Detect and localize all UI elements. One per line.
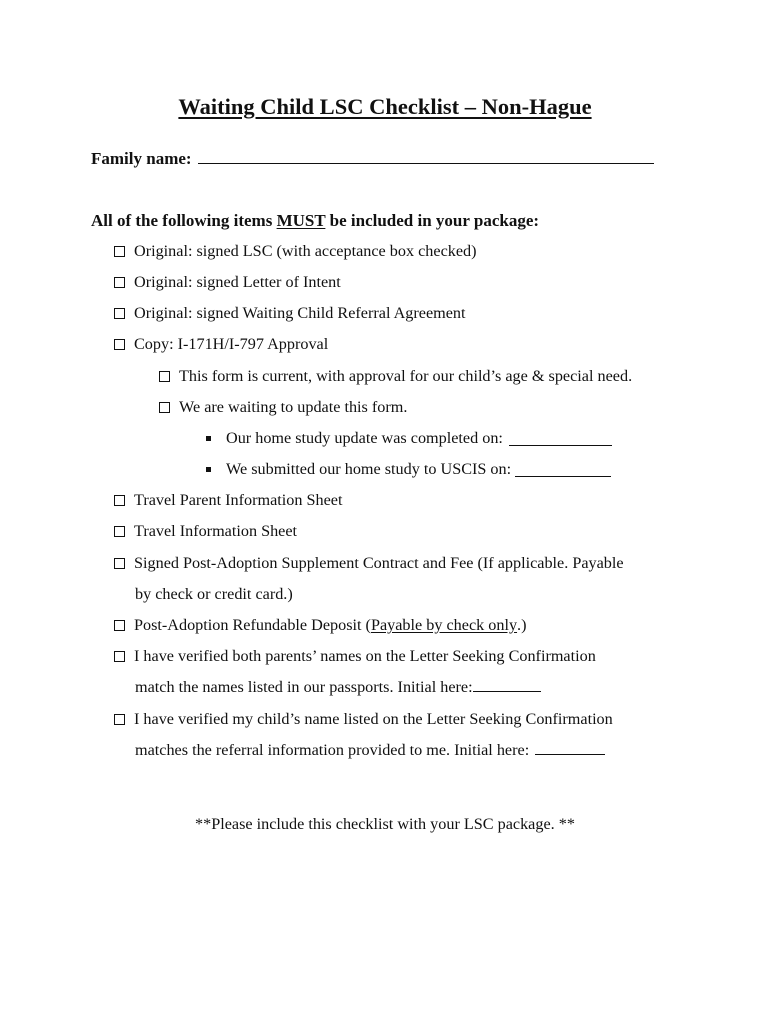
child-initial-blank[interactable] bbox=[535, 740, 605, 755]
bullet-home-study-completed bbox=[206, 428, 612, 448]
item-label: match the names listed in our passports. Initial here: bbox=[135, 678, 473, 696]
parents-initial-blank[interactable] bbox=[473, 677, 541, 692]
checkbox-copy-approval[interactable] bbox=[114, 339, 125, 350]
bullet-icon bbox=[206, 467, 211, 472]
intro-emphasis: MUST bbox=[276, 211, 326, 230]
deposit-label-after: .) bbox=[517, 616, 527, 634]
checkbox-travel-parent-sheet[interactable] bbox=[114, 495, 125, 506]
footer-note: **Please include this checklist with your LSC package. ** bbox=[195, 815, 575, 833]
intro-after: be included in your package: bbox=[325, 211, 540, 230]
item-label: We are waiting to update this form. bbox=[179, 398, 408, 416]
checklist-item-original-lsc bbox=[114, 241, 477, 261]
checkbox-verify-child[interactable] bbox=[114, 714, 125, 725]
deposit-label-underlined: Payable by check only bbox=[370, 616, 518, 634]
family-name-field bbox=[91, 148, 654, 169]
checkbox-original-lsc[interactable] bbox=[114, 246, 125, 257]
verify-parents-continued bbox=[135, 677, 541, 697]
item-label: Travel Parent Information Sheet bbox=[134, 491, 343, 509]
item-label: Original: signed LSC (with acceptance box checked) bbox=[134, 242, 477, 260]
item-label: Original: signed Letter of Intent bbox=[134, 273, 341, 291]
item-label: I have verified my child’s name listed on the Letter Seeking Confirmation bbox=[134, 710, 613, 728]
checklist-item-copy-approval bbox=[114, 334, 328, 354]
post-adoption-contract-continued: by check or credit card.) bbox=[135, 585, 293, 603]
checklist-item-travel-info-sheet bbox=[114, 521, 297, 541]
bullet-home-study-submitted bbox=[206, 459, 611, 479]
checklist-item-referral-agreement bbox=[114, 303, 466, 323]
checklist-item-travel-parent-sheet bbox=[114, 490, 342, 510]
item-label: We submitted our home study to USCIS on: bbox=[226, 460, 512, 478]
checkbox-form-current[interactable] bbox=[159, 371, 170, 382]
checklist-item-refundable-deposit bbox=[114, 615, 526, 635]
checklist-item-verify-parents bbox=[114, 646, 596, 666]
checkbox-travel-info-sheet[interactable] bbox=[114, 526, 125, 537]
item-label: I have verified both parents’ names on the Letter Seeking Confirmation bbox=[134, 647, 596, 665]
item-label: Signed Post-Adoption Supplement Contract and Fee (If applicable. Payable bbox=[134, 554, 624, 572]
family-name-label: Family name: bbox=[91, 149, 192, 168]
intro-heading bbox=[91, 211, 539, 231]
family-name-blank[interactable] bbox=[198, 148, 654, 164]
checkbox-refundable-deposit[interactable] bbox=[114, 620, 125, 631]
bullet-icon bbox=[206, 436, 211, 441]
checkbox-verify-parents[interactable] bbox=[114, 651, 125, 662]
home-study-submitted-date-blank[interactable] bbox=[515, 462, 611, 477]
home-study-completed-date-blank[interactable] bbox=[509, 431, 612, 446]
item-label: Travel Information Sheet bbox=[134, 522, 298, 540]
checklist-item-letter-of-intent bbox=[114, 272, 341, 292]
checklist-subitem-form-current bbox=[159, 366, 632, 386]
checklist-item-post-adoption-contract bbox=[114, 553, 624, 573]
checklist-subitem-waiting-update bbox=[159, 397, 407, 417]
item-label: Original: signed Waiting Child Referral Agreement bbox=[134, 304, 466, 322]
verify-child-continued bbox=[135, 740, 605, 760]
intro-before: All of the following items bbox=[91, 211, 277, 230]
item-label: This form is current, with approval for our child’s age & special need. bbox=[179, 367, 633, 385]
item-label: Copy: I-171H/I-797 Approval bbox=[134, 335, 329, 353]
page-title: Waiting Child LSC Checklist – Non-Hague bbox=[178, 94, 592, 119]
checkbox-waiting-update[interactable] bbox=[159, 402, 170, 413]
checkbox-letter-of-intent[interactable] bbox=[114, 277, 125, 288]
item-label: Our home study update was completed on: bbox=[226, 429, 503, 447]
checkbox-post-adoption-contract[interactable] bbox=[114, 558, 125, 569]
deposit-label-before: Post-Adoption Refundable Deposit ( bbox=[134, 616, 371, 634]
checkbox-referral-agreement[interactable] bbox=[114, 308, 125, 319]
checklist-item-verify-child bbox=[114, 709, 613, 729]
item-label: matches the referral information provided to me. Initial here: bbox=[135, 741, 534, 759]
